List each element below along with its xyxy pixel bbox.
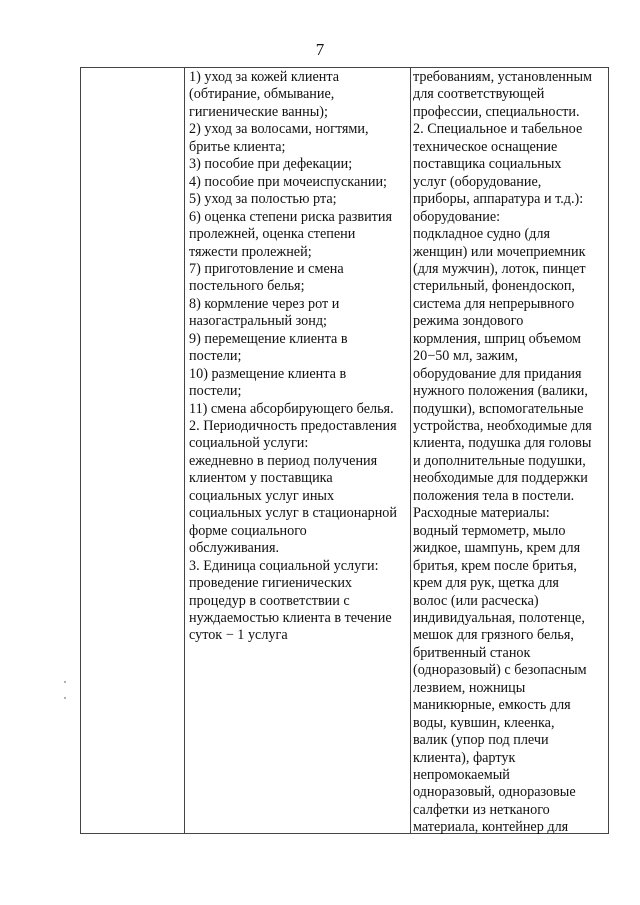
- cell-text-line: социальной услуги:: [189, 435, 309, 452]
- cell-text-line: (для мужчин), лоток, пинцет: [413, 260, 586, 277]
- cell-text-line: гигиенические ванны);: [189, 103, 328, 120]
- cell-text-line: 8) кормление через рот и: [189, 295, 340, 312]
- cell-text-line: (обтирание, обмывание,: [189, 86, 335, 103]
- cell-text-line: постельного белья;: [189, 278, 305, 295]
- cell-text-line: оборудование для придания: [413, 365, 582, 382]
- cell-text-line: жидкое, шампунь, крем для: [413, 540, 581, 557]
- cell-text-line: (одноразовый) с безопасным: [413, 662, 587, 679]
- cell-text-line: лезвием, ножницы: [413, 679, 526, 696]
- cell-text-line: требованиям, установленным: [413, 69, 592, 85]
- cell-text-line: нужного положения (валики,: [413, 383, 588, 400]
- cell-text-line: Расходные материалы:: [413, 505, 550, 522]
- cell-text-line: постели;: [189, 348, 242, 365]
- cell-text-line: бритья, крем после бритья,: [413, 557, 577, 574]
- cell-text-line: валик (упор под плечи: [413, 732, 549, 749]
- cell-text-line: техническое оснащение: [413, 138, 558, 155]
- cell-text-line: кормления, шприц объемом: [413, 330, 582, 347]
- cell-text-line: салфетки из нетканого: [413, 801, 550, 818]
- document-table: [80, 67, 609, 834]
- cell-text-line: мешок для грязного белья,: [413, 627, 574, 644]
- cell-text-line: клиента), фартук: [413, 749, 516, 766]
- cell-text-line: материала, контейнер для: [413, 819, 569, 836]
- cell-text-line: одноразовый, одноразовые: [413, 784, 576, 801]
- cell-text-line: для соответствующей: [413, 86, 545, 103]
- table-column-2: [185, 68, 411, 833]
- cell-text-line: крем для рук, щетка для: [413, 575, 559, 592]
- cell-text-line: профессии, специальности.: [413, 103, 580, 120]
- cell-text-line: клиента, подушка для головы: [413, 435, 592, 452]
- cell-text-line: устройства, необходимые для: [413, 418, 592, 434]
- table-column-3: [411, 68, 609, 836]
- cell-text-line: тяжести пролежней;: [189, 243, 312, 260]
- cell-text-line: 3) пособие при дефекации;: [189, 156, 353, 173]
- cell-text-line: 20−50 мл, зажим,: [413, 348, 518, 365]
- cell-text-line: женщин) или мочеприемник: [413, 243, 586, 260]
- cell-text-line: водный термометр, мыло: [413, 522, 566, 539]
- scan-speck: [64, 681, 66, 683]
- cell-text-line: обслуживания.: [189, 540, 280, 557]
- cell-text-line: воды, кувшин, клеенка,: [413, 714, 555, 731]
- cell-text-line: пролежней, оценка степени: [189, 226, 356, 243]
- cell-text-line: ежедневно в период получения: [189, 452, 378, 469]
- cell-text-line: режима зондового: [413, 313, 524, 330]
- cell-text-line: бритвенный станок: [413, 644, 531, 661]
- cell-text-line: социальных услуг иных: [189, 487, 335, 504]
- table-column-1: [81, 68, 185, 833]
- cell-text-line: 5) уход за полостью рта;: [189, 191, 337, 208]
- cell-text-line: постели;: [189, 383, 242, 400]
- cell-text-line: непромокаемый: [413, 767, 510, 783]
- cell-text-line: подушки), вспомогательные: [413, 400, 584, 417]
- cell-text-line: клиентом у поставщика: [189, 470, 333, 487]
- cell-text-line: 7) приготовление и смена: [189, 260, 344, 277]
- cell-text-line: стерильный, фонендоскоп,: [413, 278, 575, 295]
- cell-text-line: 4) пособие при мочеиспускании;: [189, 173, 387, 190]
- cell-text-line: проведение гигиенических: [189, 575, 353, 592]
- cell-text-line: подкладное судно (для: [413, 226, 550, 243]
- cell-text-line: волос (или расческа): [413, 592, 539, 609]
- cell-text-line: услуг (оборудование,: [413, 173, 542, 190]
- cell-text-line: 10) размещение клиента в: [189, 365, 347, 382]
- cell-text-line: поставщика социальных: [413, 156, 562, 173]
- cell-text-line: 9) перемещение клиента в: [189, 330, 348, 347]
- cell-text-line: необходимые для поддержки: [413, 470, 588, 487]
- scan-speck: [64, 697, 66, 699]
- cell-text-line: суток − 1 услуга: [189, 627, 288, 644]
- cell-text-line: оборудование:: [413, 208, 501, 225]
- cell-text-line: процедур в соответствии с: [189, 592, 350, 609]
- cell-text-line: 2. Периодичность предоставления: [189, 418, 397, 434]
- cell-text-line: бритье клиента;: [189, 138, 286, 155]
- page-number: 7: [315, 40, 325, 59]
- cell-text-line: и дополнительные подушки,: [413, 452, 586, 469]
- cell-text-line: форме социального: [189, 522, 307, 539]
- cell-text-line: положения тела в постели.: [413, 487, 575, 504]
- cell-text-line: 1) уход за кожей клиента: [189, 69, 339, 85]
- cell-text-line: назогастральный зонд;: [189, 313, 327, 330]
- cell-text-line: 2. Специальное и табельное: [413, 121, 583, 138]
- cell-text-line: система для непрерывного: [413, 295, 575, 312]
- cell-text-line: социальных услуг в стационарной: [189, 505, 397, 522]
- cell-text-line: маникюрные, емкость для: [413, 697, 571, 714]
- cell-text-line: индивидуальная, полотенце,: [413, 609, 585, 626]
- cell-text-line: 2) уход за волосами, ногтями,: [189, 121, 369, 138]
- cell-text-line: 3. Единица социальной услуги:: [189, 557, 379, 574]
- cell-text-line: 6) оценка степени риска развития: [189, 208, 392, 225]
- cell-text-line: приборы, аппаратура и т.д.):: [413, 191, 584, 208]
- cell-text-line: 11) смена абсорбирующего белья.: [189, 400, 394, 417]
- cell-text-line: нуждаемостью клиента в течение: [189, 609, 392, 626]
